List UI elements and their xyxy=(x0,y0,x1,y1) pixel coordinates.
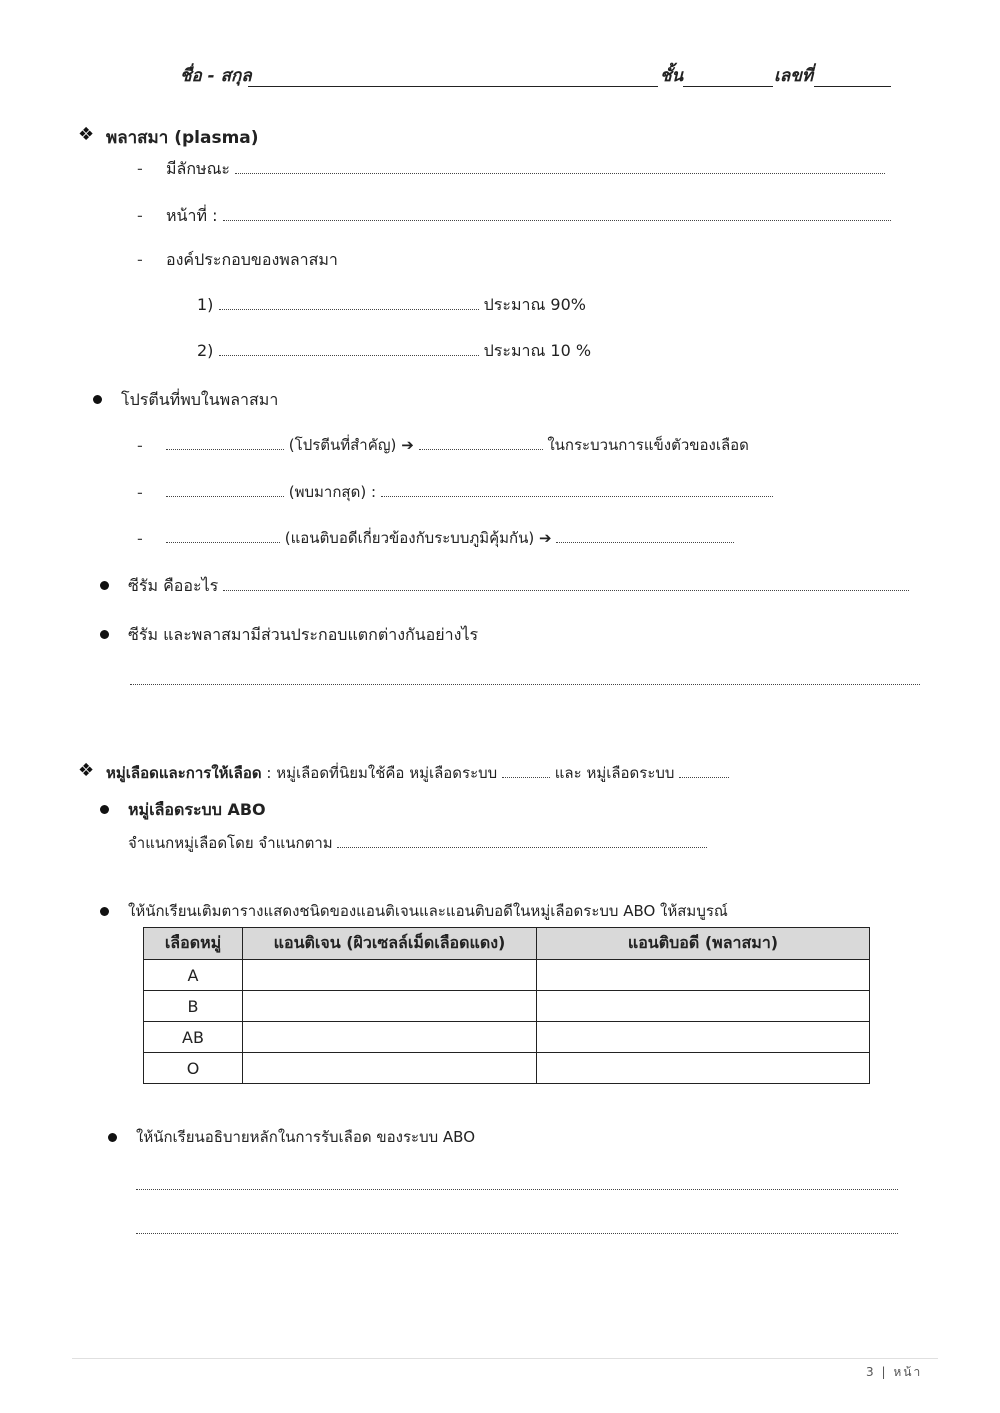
blood-group-title xyxy=(106,766,729,781)
serum-q2-answer[interactable] xyxy=(130,684,920,685)
table-row xyxy=(144,1022,870,1053)
diamond-bullet-icon: ❖ xyxy=(78,124,95,145)
page-label: หน้า xyxy=(893,1365,923,1379)
abo-classify-line xyxy=(128,836,707,851)
proteins-title: โปรตีนที่พบในพลาสมา xyxy=(121,390,279,409)
item-number: 2) xyxy=(197,341,214,360)
dash-marker: - xyxy=(137,436,143,455)
blood-group-cell: B xyxy=(144,991,243,1022)
serum-q2-line xyxy=(130,672,920,688)
serum-q2-text: ซีรัม และพลาสมามีส่วนประกอบแตกต่างกันอย่างไร xyxy=(128,625,479,644)
bullet-icon xyxy=(100,907,109,916)
number-field[interactable] xyxy=(814,86,891,87)
dash-marker: - xyxy=(137,250,143,269)
explain-answer-2[interactable] xyxy=(136,1233,898,1234)
protein-1-role-answer[interactable] xyxy=(419,449,543,450)
composition-item-1-answer[interactable] xyxy=(219,309,479,310)
explain-line-1 xyxy=(136,1177,898,1193)
class-label: ชั้น xyxy=(660,66,684,86)
dash-marker: - xyxy=(137,206,143,225)
header-antibody: แอนติบอดี (พลาสมา) xyxy=(537,928,870,960)
table-row xyxy=(144,991,870,1022)
antibody-cell[interactable] xyxy=(537,1022,870,1053)
protein-2-note: (พบมากสุด) : xyxy=(288,483,377,501)
abo-table xyxy=(143,927,870,1084)
plasma-section-title: พลาสมา (plasma) xyxy=(106,128,259,148)
protein-row-3 xyxy=(166,531,734,546)
protein-1-note: (โปรตีนที่สำคัญ) xyxy=(288,436,397,454)
characteristics-line xyxy=(166,161,885,177)
page-number: 3 xyxy=(866,1365,876,1379)
antibody-cell[interactable] xyxy=(537,960,870,991)
header-blood-group: เลือดหมู่ xyxy=(144,928,243,960)
protein-2-detail-answer[interactable] xyxy=(381,496,773,497)
protein-3-role-answer[interactable] xyxy=(556,542,734,543)
table-row xyxy=(144,1053,870,1084)
antigen-cell[interactable] xyxy=(243,1053,537,1084)
protein-1-answer[interactable] xyxy=(166,449,284,450)
protein-2-answer[interactable] xyxy=(166,496,284,497)
item-suffix: ประมาณ 10 % xyxy=(483,341,592,360)
antigen-cell[interactable] xyxy=(243,960,537,991)
blood-system-1-answer[interactable] xyxy=(502,777,550,778)
composition-item-1 xyxy=(197,297,586,313)
blood-group-and-text: และ หมู่เลือดระบบ xyxy=(554,764,675,782)
protein-3-answer[interactable] xyxy=(166,542,280,543)
serum-q1-answer[interactable] xyxy=(223,590,909,591)
function-label: หน้าที่ : xyxy=(166,206,218,225)
name-label: ชื่อ - สกุล xyxy=(180,66,252,86)
function-answer[interactable] xyxy=(223,220,891,221)
header-antigen: แอนติเจน (ผิวเซลล์เม็ดเลือดแดง) xyxy=(243,928,537,960)
composition-label: องค์ประกอบของพลาสมา xyxy=(166,250,338,269)
explain-answer-1[interactable] xyxy=(136,1189,898,1190)
footer-divider xyxy=(72,1358,938,1359)
blood-system-2-answer[interactable] xyxy=(679,777,729,778)
abo-title: หมู่เลือดระบบ ABO xyxy=(128,800,266,819)
serum-q1-text: ซีรัม คืออะไร xyxy=(128,576,219,595)
arrow-right-icon: ➔ xyxy=(401,436,414,454)
protein-3-note: (แอนติบอดีเกี่ยวข้องกับระบบภูมิคุ้มกัน) xyxy=(284,529,535,547)
explain-instruction: ให้นักเรียนอธิบายหลักในการรับเลือด ของระบบ ABO xyxy=(136,1128,475,1146)
table-instruction: ให้นักเรียนเติมตารางแสดงชนิดของแอนติเจนและแอนติบอดีในหมู่เลือดระบบ ABO ให้สมบูรณ์ xyxy=(128,902,728,920)
blood-group-cell: AB xyxy=(144,1022,243,1053)
bullet-icon xyxy=(108,1133,117,1142)
blood-group-title-bold: หมู่เลือดและการให้เลือด xyxy=(106,764,262,782)
characteristics-answer[interactable] xyxy=(235,173,885,174)
antigen-cell[interactable] xyxy=(243,991,537,1022)
abo-classify-answer[interactable] xyxy=(337,847,707,848)
antibody-cell[interactable] xyxy=(537,991,870,1022)
protein-1-role-text: ในกระบวนการแข็งตัวของเลือด xyxy=(547,436,749,454)
page-separator: | xyxy=(881,1365,888,1379)
item-suffix: ประมาณ 90% xyxy=(483,295,586,314)
bullet-icon xyxy=(100,805,109,814)
explain-line-2 xyxy=(136,1221,898,1237)
bullet-icon xyxy=(93,395,102,404)
bullet-icon xyxy=(100,630,109,639)
blood-group-title-rest: : หมู่เลือดที่นิยมใช้คือ หมู่เลือดระบบ xyxy=(266,764,498,782)
antigen-cell[interactable] xyxy=(243,1022,537,1053)
page-footer xyxy=(866,1366,922,1378)
characteristics-label: มีลักษณะ xyxy=(166,159,231,178)
protein-row-2 xyxy=(166,485,773,500)
item-number: 1) xyxy=(197,295,214,314)
dash-marker: - xyxy=(137,483,143,502)
arrow-right-icon: ➔ xyxy=(539,529,552,547)
blood-group-cell: A xyxy=(144,960,243,991)
abo-classify-text: จำแนกหมู่เลือดโดย จำแนกตาม xyxy=(128,834,333,852)
serum-question-1 xyxy=(128,578,909,594)
dash-marker: - xyxy=(137,529,143,548)
table-row xyxy=(144,960,870,991)
antibody-cell[interactable] xyxy=(537,1053,870,1084)
dash-marker: - xyxy=(137,159,143,178)
function-line xyxy=(166,208,891,224)
protein-row-1 xyxy=(166,438,749,453)
blood-group-cell: O xyxy=(144,1053,243,1084)
number-label: เลขที่ xyxy=(774,66,814,86)
composition-item-2 xyxy=(197,343,591,359)
class-field[interactable] xyxy=(683,86,773,87)
diamond-bullet-icon: ❖ xyxy=(78,760,95,781)
composition-item-2-answer[interactable] xyxy=(219,355,479,356)
name-field[interactable] xyxy=(248,86,658,87)
table-header-row xyxy=(144,928,870,960)
bullet-icon xyxy=(100,581,109,590)
